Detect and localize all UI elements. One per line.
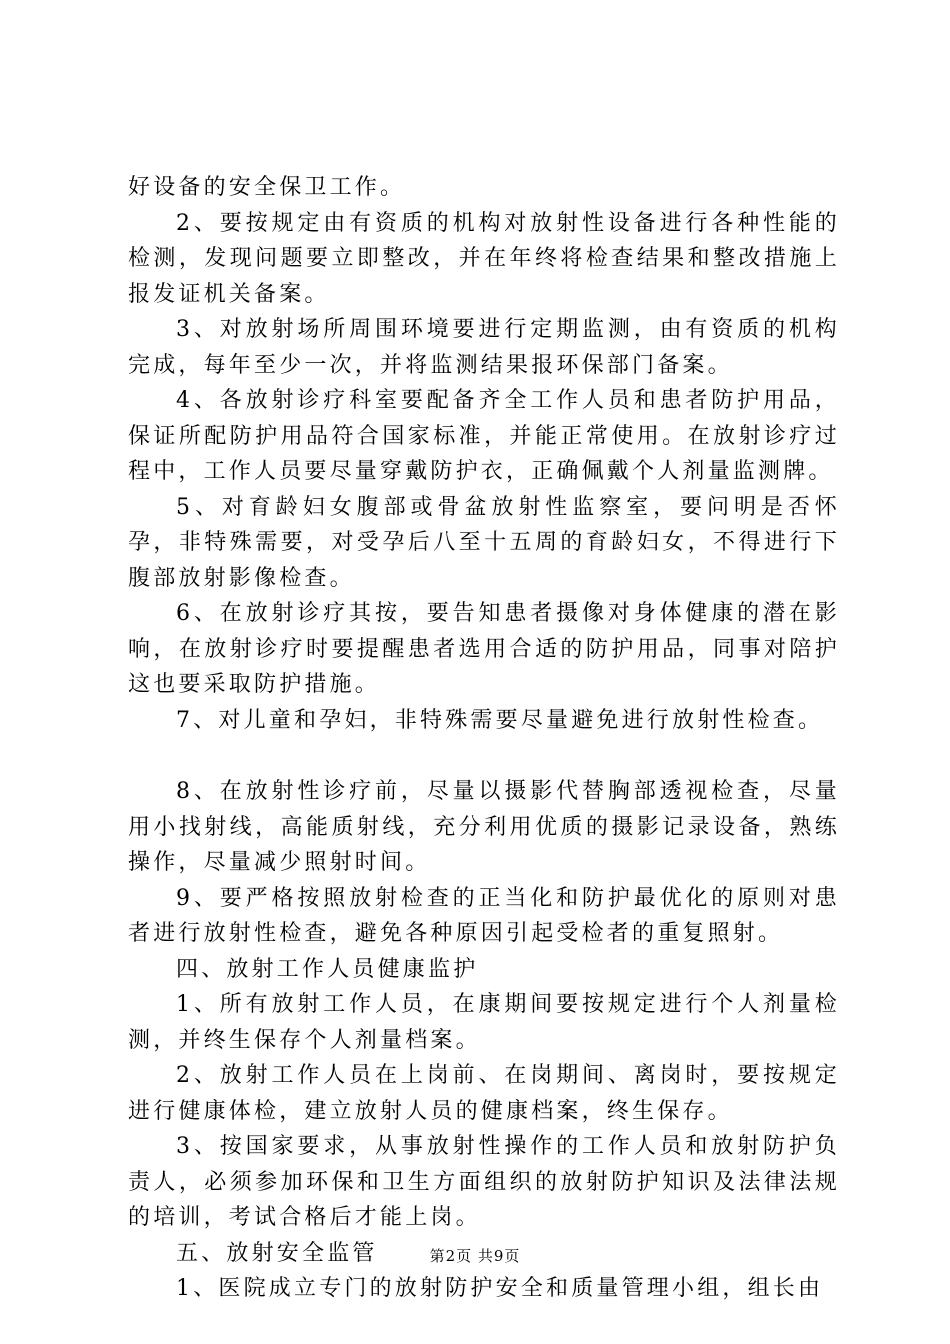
paragraph-item-9-justification: 9、要严格按照放射检查的正当化和防护最优化的原则对患者进行放射性检查，避免各种原因引起受检者的重复照射。 xyxy=(128,885,840,946)
paragraph-item-7-children: 7、对儿童和孕妇，非特殊需要尽量避免进行放射性检查。 xyxy=(176,707,824,733)
paragraph-item-5-women: 5、对育龄妇女腹部或骨盆放射性监察室，要问明是否怀孕，非特殊需要，对受孕后八至十五周的育龄妇女，不得进行下腹部放射影像检查。 xyxy=(128,494,840,591)
paragraph-health-item-3: 3、按国家要求，从事放射性操作的工作人员和放射防护负责人，必须参加环保和卫生方面组织的放射防护知识及法律法规的培训，考试合格后才能上岗。 xyxy=(128,1134,840,1230)
paragraph-supervision-item-1: 1、医院成立专门的放射防护安全和质量管理小组，组长由 xyxy=(176,1276,824,1301)
paragraph-item-2-testing: 2、要按规定由有资质的机构对放射性设备进行各种性能的检测，发现问题要立即整改，并在年终将检查结果和整改措施上报发证机关备案。 xyxy=(128,210,840,307)
paragraph-item-8-reduce-exposure: 8、在放射性诊疗前，尽量以摄影代替胸部透视检查，尽量用小找射线，高能质射线，充分利用优质的摄影记录设备，熟练操作，尽量减少照射时间。 xyxy=(128,779,840,875)
paragraph-item-4-protective-equipment: 4、各放射诊疗科室要配备齐全工作人员和患者防护用品，保证所配防护用品符合国家标准，并能正常使用。在放射诊疗过程中，工作人员要尽量穿戴防护衣，正确佩戴个人剂量监测牌。 xyxy=(128,388,840,484)
paragraph-continuation: 好设备的安全保卫工作。 xyxy=(128,175,406,200)
paragraph-health-item-1: 1、所有放射工作人员，在康期间要按规定进行个人剂量检测，并终生保存个人剂量档案。 xyxy=(128,992,840,1053)
paragraph-item-3-monitoring: 3、对放射场所周围环境要进行定期监测，由有资质的机构完成，每年至少一次，并将监测结果报环保部门备案。 xyxy=(128,317,840,378)
paragraph-item-6-inform-patients: 6、在放射诊疗其按，要告知患者摄像对身体健康的潜在影响，在放射诊疗时要提醒患者选用合适的防护用品，同事对陪护这也要采取防护措施。 xyxy=(128,601,840,697)
section-heading-health-monitoring: 四、放射工作人员健康监护 xyxy=(176,956,479,982)
page-number-footer: 第2页 共9页 xyxy=(429,1247,521,1265)
section-heading-safety-supervision: 五、放射安全监管 xyxy=(176,1240,378,1266)
paragraph-health-item-2: 2、放射工作人员在上岗前、在岗期间、离岗时，要按规定进行健康体检，建立放射人员的健康档案，终生保存。 xyxy=(128,1063,840,1124)
document-body xyxy=(128,170,840,1307)
